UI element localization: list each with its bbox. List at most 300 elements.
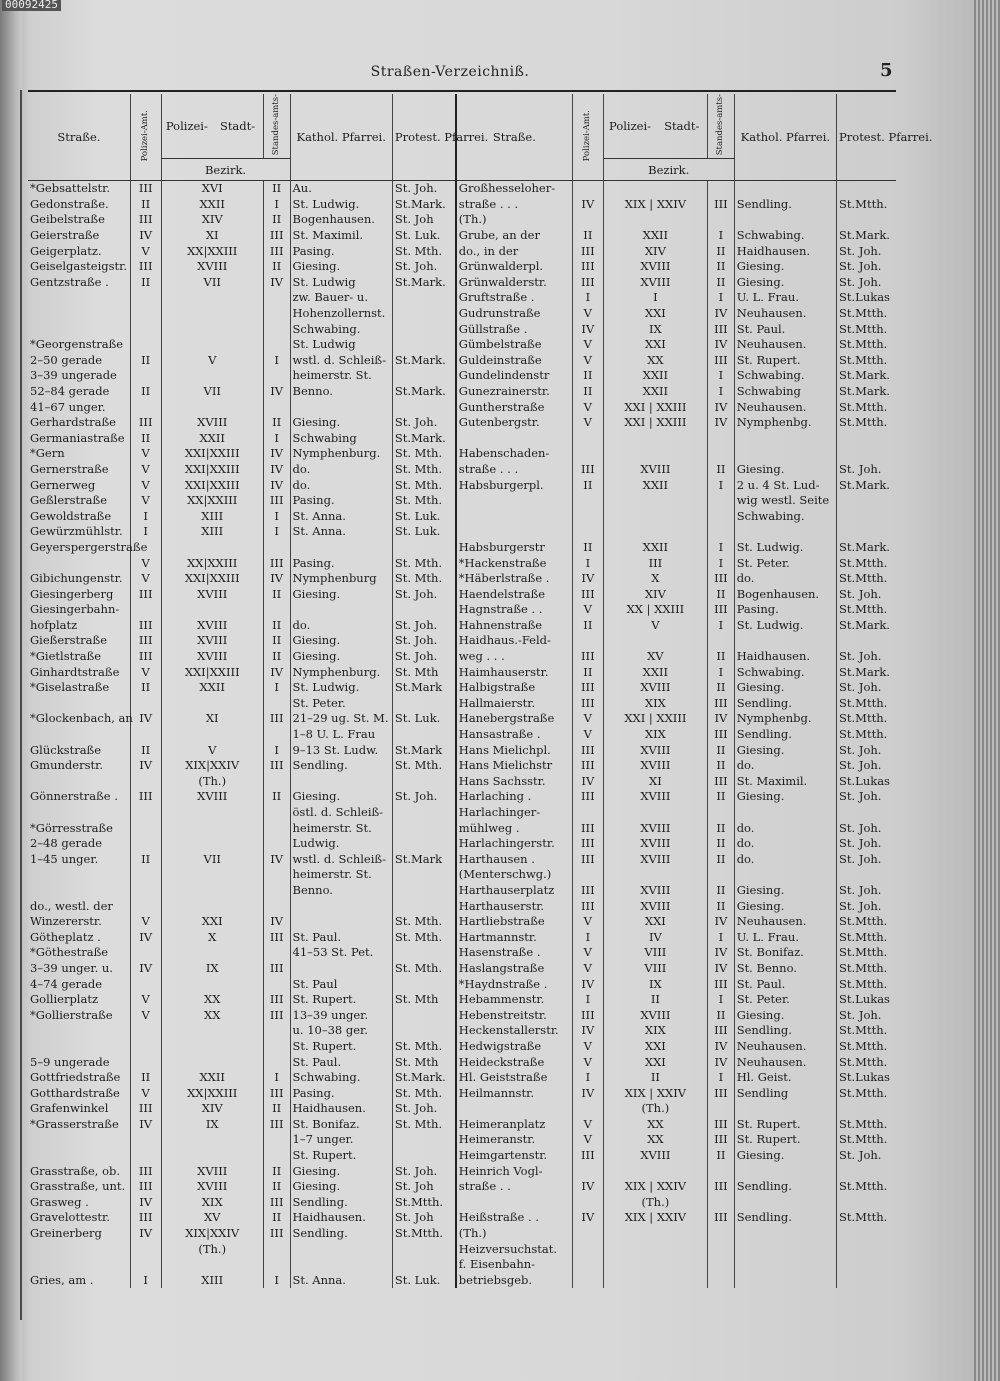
cell-left-protestant-parish: St. Luk. (392, 509, 455, 525)
table-row (28, 1023, 896, 1039)
cell-right-protestant-parish: St. Joh. (837, 587, 896, 603)
cell-left-street: 2–48 gerade (30, 836, 103, 851)
cell-left-police-office: V (130, 914, 161, 930)
cell-right-police-district: IX (603, 977, 707, 993)
cell-left-catholic-parish: Ludwig. (290, 836, 392, 852)
cell-right-police-office (572, 867, 603, 883)
cell-left-police-district: XX|XXIII (161, 556, 263, 572)
cell-right-registry: III (708, 1179, 735, 1195)
cell-right-protestant-parish: St.Lukas (837, 1070, 896, 1086)
cell-left-police-district: XIII (161, 509, 263, 525)
table-row (28, 618, 896, 634)
cell-left-street (28, 883, 130, 899)
cell-left-police-office (130, 290, 161, 306)
cell-left-street: *Glockenbach, an (30, 711, 133, 726)
cell-right-protestant-parish (837, 1195, 896, 1211)
cell-right-catholic-parish: Schwabing. (734, 509, 836, 525)
cell-right-police-district: XVIII (603, 462, 707, 478)
cell-right-street: Guldeinstraße (456, 353, 573, 369)
cell-right-protestant-parish: St. Joh. (837, 743, 896, 759)
cell-right-catholic-parish: Giesing. (734, 680, 836, 696)
cell-right-catholic-parish: Giesing. (734, 259, 836, 275)
cell-right-protestant-parish: St.Mark. (837, 384, 896, 400)
cell-right-street: weg . . . (456, 649, 573, 665)
cell-right-protestant-parish: St.Mtth. (837, 1210, 896, 1226)
table-row (28, 633, 896, 649)
cell-left-police-district (161, 867, 263, 883)
cell-right-protestant-parish (837, 1101, 896, 1117)
table-body (28, 181, 896, 1289)
cell-right-catholic-parish: 2 u. 4 St. Lud- (734, 478, 836, 494)
cell-right-registry: IV (708, 337, 735, 353)
cell-right-police-district: XXII (603, 665, 707, 681)
cell-right-police-district: I (603, 290, 707, 306)
cell-left-catholic-parish: St. Anna. (290, 1273, 392, 1289)
table-row (28, 1148, 896, 1164)
cell-left-police-district: XXI (161, 914, 263, 930)
cell-right-catholic-parish: St. Rupert. (734, 1117, 836, 1133)
cell-right-police-district: XIX | XXIV (603, 1179, 707, 1195)
cell-left-protestant-parish (392, 805, 455, 821)
cell-right-catholic-parish (734, 524, 836, 540)
cell-left-street: Glückstraße (30, 742, 102, 757)
cell-left-street: Gernerweg (30, 477, 96, 492)
cell-left-protestant-parish: St. Luk. (392, 228, 455, 244)
cell-right-registry (708, 805, 735, 821)
cell-left-registry (263, 540, 290, 556)
running-head: Straßen-Verzeichniß. (370, 64, 530, 80)
cell-right-catholic-parish: Haidhausen. (734, 649, 836, 665)
cell-right-registry: II (708, 758, 735, 774)
cell-right-police-office (572, 524, 603, 540)
cell-right-police-district: XX | XXIII (603, 602, 707, 618)
cell-left-catholic-parish: Au. (290, 181, 392, 197)
cell-left-police-district (161, 1039, 263, 1055)
cell-right-police-district: XXI (603, 306, 707, 322)
cell-left-police-district: VII (161, 384, 263, 400)
cell-left-catholic-parish: St. Rupert. (290, 1039, 392, 1055)
cell-right-catholic-parish (734, 1195, 836, 1211)
cell-right-catholic-parish: Giesing. (734, 899, 836, 915)
cell-right-protestant-parish: St.Mtth. (837, 1132, 896, 1148)
cell-left-registry: II (263, 1101, 290, 1117)
cell-right-street: Gunezrainerstr. (456, 384, 573, 400)
cell-left-police-office: IV (130, 1226, 161, 1242)
cell-right-police-office: I (572, 992, 603, 1008)
cell-right-registry (708, 493, 735, 509)
cell-left-registry (263, 1039, 290, 1055)
cell-left-police-office (130, 1023, 161, 1039)
cell-right-street: Heilmannstr. (456, 1086, 573, 1102)
cell-right-street: betriebsgeb. (456, 1273, 573, 1289)
cell-right-catholic-parish: Sendling. (734, 1210, 836, 1226)
cell-left-police-district: VII (161, 852, 263, 868)
cell-right-police-district (603, 1164, 707, 1180)
cell-left-street (28, 867, 130, 883)
cell-right-street: Heckenstallerstr. (456, 1023, 573, 1039)
cell-left-street: *Giselastraße (30, 680, 110, 695)
cell-right-police-district: XXI (603, 1055, 707, 1071)
cell-left-police-office: III (130, 1164, 161, 1180)
header-police-office-left: Polizei-Amt. (130, 94, 161, 181)
cell-right-protestant-parish: St.Mtth. (837, 1179, 896, 1195)
cell-left-police-office: II (130, 353, 161, 369)
cell-left-registry: IV (263, 384, 290, 400)
cell-right-street: Gundelindenstr (456, 368, 573, 384)
cell-left-street: Giesingerbahn- (30, 602, 120, 617)
cell-right-police-district: XVIII (603, 259, 707, 275)
cell-left-street: Gravelottestr. (30, 1210, 110, 1225)
cell-right-police-office: V (572, 1132, 603, 1148)
cell-left-catholic-parish: Haidhausen. (290, 1210, 392, 1226)
cell-left-street: Gernerstraße (30, 461, 109, 476)
cell-left-street: Ginhardtstraße (30, 664, 120, 679)
cell-left-registry: II (263, 618, 290, 634)
cell-right-street: *Häberlstraße . (456, 571, 573, 587)
cell-left-police-office: II (130, 743, 161, 759)
cell-right-street: Habsburgerstr (456, 540, 573, 556)
cell-left-protestant-parish: St. Mth. (392, 446, 455, 462)
cell-left-registry: IV (263, 478, 290, 494)
cell-left-police-district: XIV (161, 212, 263, 228)
cell-left-street (28, 727, 130, 743)
cell-right-registry: III (708, 322, 735, 338)
cell-left-catholic-parish: Schwabing (290, 431, 392, 447)
cell-left-street: 4–74 gerade (30, 976, 103, 991)
cell-right-catholic-parish: St. Rupert. (734, 1132, 836, 1148)
cell-right-street: Hagnstraße . . (456, 602, 573, 618)
cell-left-police-office (130, 368, 161, 384)
cell-left-protestant-parish: St. Joh (392, 1210, 455, 1226)
cell-right-protestant-parish (837, 493, 896, 509)
cell-left-street: Geigerplatz. (30, 243, 102, 258)
cell-left-registry: I (263, 353, 290, 369)
cell-right-police-district: II (603, 992, 707, 1008)
cell-left-registry (263, 368, 290, 384)
cell-right-police-district (603, 446, 707, 462)
table-row (28, 556, 896, 572)
cell-right-police-office: III (572, 259, 603, 275)
cell-right-registry: II (708, 743, 735, 759)
cell-left-street: *Görresstraße (30, 820, 113, 835)
cell-right-street: Hans Sachsstr. (456, 774, 573, 790)
cell-right-catholic-parish: do. (734, 852, 836, 868)
cell-left-catholic-parish: 1–7 unger. (290, 1132, 392, 1148)
header-registry-left: Standes-amts- (263, 94, 290, 159)
cell-right-street: Gutenbergstr. (456, 415, 573, 431)
cell-left-protestant-parish: St. Joh. (392, 587, 455, 603)
cell-right-street: Gudrunstraße (456, 306, 573, 322)
cell-left-street (28, 696, 130, 712)
cell-left-street: Gmunderstr. (30, 758, 103, 773)
cell-left-police-district (161, 821, 263, 837)
header-police-left: Polizei- (161, 94, 212, 159)
cell-right-registry: III (708, 353, 735, 369)
cell-left-police-office (130, 883, 161, 899)
cell-right-police-office: III (572, 696, 603, 712)
cell-left-street: *Gollierstraße (30, 1007, 113, 1022)
table-row (28, 384, 896, 400)
cell-right-registry (708, 509, 735, 525)
cell-right-registry: II (708, 244, 735, 260)
cell-left-registry: IV (263, 446, 290, 462)
cell-left-catholic-parish: Giesing. (290, 633, 392, 649)
cell-left-protestant-parish: St. Mth. (392, 961, 455, 977)
cell-right-registry: I (708, 290, 735, 306)
cell-left-registry: III (263, 1195, 290, 1211)
cell-left-catholic-parish: Pasing. (290, 244, 392, 260)
table-row (28, 524, 896, 540)
cell-right-registry: II (708, 836, 735, 852)
cell-right-police-office: III (572, 587, 603, 603)
cell-right-police-office: III (572, 821, 603, 837)
cell-right-protestant-parish: St.Mtth. (837, 1086, 896, 1102)
cell-right-street: (Th.) (456, 212, 573, 228)
cell-right-catholic-parish (734, 867, 836, 883)
cell-right-catholic-parish: Neuhausen. (734, 914, 836, 930)
cell-left-police-district (161, 883, 263, 899)
cell-right-police-office: V (572, 727, 603, 743)
cell-right-registry: II (708, 462, 735, 478)
cell-right-catholic-parish: Sendling (734, 1086, 836, 1102)
cell-right-protestant-parish: St.Mtth. (837, 197, 896, 213)
cell-left-registry (263, 821, 290, 837)
header-police-office-right: Polizei-Amt. (572, 94, 603, 181)
cell-right-catholic-parish (734, 1273, 836, 1289)
cell-left-police-district (161, 602, 263, 618)
cell-left-police-district: VII (161, 275, 263, 291)
cell-left-protestant-parish (392, 1023, 455, 1039)
cell-right-registry: I (708, 540, 735, 556)
cell-left-protestant-parish (392, 1148, 455, 1164)
cell-left-registry: III (263, 244, 290, 260)
cell-left-registry (263, 337, 290, 353)
cell-left-police-office: III (130, 649, 161, 665)
cell-right-police-office: III (572, 680, 603, 696)
cell-right-street: *Hackenstraße (456, 556, 573, 572)
cell-right-police-district: XIX | XXIV (603, 1086, 707, 1102)
cell-right-street: (Menterschwg.) (456, 867, 573, 883)
cell-left-registry: III (263, 1117, 290, 1133)
cell-right-catholic-parish (734, 1242, 836, 1258)
cell-left-protestant-parish: St.Mark (392, 852, 455, 868)
cell-left-street: Grafenwinkel (30, 1101, 109, 1116)
cell-right-police-district (603, 1257, 707, 1273)
cell-right-protestant-parish: St.Mtth. (837, 1023, 896, 1039)
cell-left-police-office (130, 306, 161, 322)
cell-right-registry: II (708, 587, 735, 603)
cell-right-police-district: XXII (603, 228, 707, 244)
cell-left-street: Geyerspergerstraße (30, 539, 148, 554)
cell-right-police-district: XVIII (603, 899, 707, 915)
cell-left-catholic-parish: St. Peter. (290, 696, 392, 712)
cell-right-protestant-parish: St.Mtth. (837, 571, 896, 587)
cell-left-police-district: V (161, 353, 263, 369)
cell-left-protestant-parish (392, 1242, 455, 1258)
cell-left-catholic-parish: Sendling. (290, 758, 392, 774)
cell-left-police-office: IV (130, 228, 161, 244)
cell-right-police-office: III (572, 789, 603, 805)
cell-right-registry: III (708, 571, 735, 587)
cell-left-police-district (161, 696, 263, 712)
cell-right-police-office (572, 805, 603, 821)
cell-left-street: *Gietlstraße (30, 649, 102, 664)
cell-left-street: Gewürzmühlstr. (30, 524, 123, 539)
cell-right-police-office (572, 181, 603, 197)
cell-left-police-office (130, 602, 161, 618)
cell-left-protestant-parish: St. Mth. (392, 1086, 455, 1102)
header-catholic-left: Kathol. Pfarrei. (290, 94, 392, 181)
cell-left-protestant-parish: St. Mth. (392, 244, 455, 260)
cell-left-catholic-parish: Giesing. (290, 789, 392, 805)
cell-left-protestant-parish: St.Mark. (392, 384, 455, 400)
cell-left-registry: III (263, 1008, 290, 1024)
cell-right-registry: II (708, 649, 735, 665)
cell-left-police-district: XXI|XXIII (161, 462, 263, 478)
cell-left-police-office (130, 1257, 161, 1273)
cell-left-registry (263, 306, 290, 322)
cell-left-catholic-parish (290, 602, 392, 618)
cell-left-police-district: XIII (161, 524, 263, 540)
cell-left-catholic-parish: Haidhausen. (290, 1101, 392, 1117)
cell-left-catholic-parish: Giesing. (290, 1164, 392, 1180)
cell-left-police-district: XXII (161, 1070, 263, 1086)
cell-left-catholic-parish: Nymphenburg (290, 571, 392, 587)
cell-left-street: 3–39 unger. u. (30, 960, 113, 975)
cell-right-street: Gruftstraße . (456, 290, 573, 306)
table-row (28, 665, 896, 681)
cell-right-protestant-parish: St.Mark. (837, 618, 896, 634)
cell-left-registry (263, 867, 290, 883)
cell-right-street: Hartmannstr. (456, 930, 573, 946)
cell-left-police-office: V (130, 1086, 161, 1102)
cell-right-police-office: III (572, 275, 603, 291)
cell-right-registry: II (708, 275, 735, 291)
cell-right-police-district: XXII (603, 540, 707, 556)
cell-left-street: Geßlerstraße (30, 493, 108, 508)
cell-right-police-district: VIII (603, 945, 707, 961)
cell-right-protestant-parish (837, 1226, 896, 1242)
cell-right-catholic-parish: Nymphenbg. (734, 415, 836, 431)
cell-right-protestant-parish: St.Lukas (837, 774, 896, 790)
cell-right-catholic-parish: St. Peter. (734, 992, 836, 1008)
table-row (28, 509, 896, 525)
cell-left-protestant-parish: St.Mark. (392, 353, 455, 369)
cell-right-catholic-parish: St. Maximil. (734, 774, 836, 790)
cell-right-protestant-parish (837, 1164, 896, 1180)
cell-left-police-office: III (130, 587, 161, 603)
cell-left-protestant-parish (392, 867, 455, 883)
cell-left-protestant-parish: St. Joh. (392, 1101, 455, 1117)
cell-right-protestant-parish: St. Joh. (837, 275, 896, 291)
cell-left-registry (263, 836, 290, 852)
cell-left-street: Gries, am . (30, 1272, 94, 1287)
cell-right-catholic-parish: do. (734, 758, 836, 774)
cell-left-catholic-parish: Benno. (290, 384, 392, 400)
cell-right-protestant-parish (837, 633, 896, 649)
table-row (28, 711, 896, 727)
cell-left-registry (263, 602, 290, 618)
table-row (28, 805, 896, 821)
cell-right-police-district: XIX | XXIV (603, 1210, 707, 1226)
cell-right-police-district: XXII (603, 478, 707, 494)
cell-left-protestant-parish: St. Mth (392, 665, 455, 681)
cell-left-police-office (130, 1055, 161, 1071)
cell-left-registry: IV (263, 462, 290, 478)
cell-left-catholic-parish: St. Rupert. (290, 992, 392, 1008)
cell-right-police-office: III (572, 649, 603, 665)
cell-left-police-district: XIX|XXIV (161, 758, 263, 774)
cell-left-street: Germaniastraße (30, 430, 125, 445)
cell-left-protestant-parish: St. Mth. (392, 930, 455, 946)
cell-right-catholic-parish: Schwabing. (734, 228, 836, 244)
cell-right-registry (708, 446, 735, 462)
cell-left-catholic-parish: Giesing. (290, 259, 392, 275)
cell-left-police-office: III (130, 1101, 161, 1117)
cell-left-registry (263, 883, 290, 899)
cell-right-registry (708, 431, 735, 447)
cell-left-police-office (130, 821, 161, 837)
cell-right-police-district: XXII (603, 384, 707, 400)
cell-right-catholic-parish (734, 446, 836, 462)
cell-right-police-office: II (572, 368, 603, 384)
cell-right-catholic-parish: St. Peter. (734, 556, 836, 572)
cell-right-registry (708, 1164, 735, 1180)
cell-left-registry (263, 945, 290, 961)
cell-right-registry: II (708, 852, 735, 868)
cell-right-street: Heizversuchstat. (456, 1242, 573, 1258)
cell-left-registry (263, 290, 290, 306)
page-number: 5 (880, 60, 893, 81)
cell-right-police-office: III (572, 836, 603, 852)
cell-right-registry (708, 212, 735, 228)
cell-left-street: Geierstraße (30, 228, 100, 243)
table-row (28, 914, 896, 930)
cell-right-registry: III (708, 1210, 735, 1226)
cell-right-registry: I (708, 478, 735, 494)
cell-left-street: Götheplatz . (30, 929, 101, 944)
cell-right-street: Haslangstraße (456, 961, 573, 977)
cell-right-police-district: XXI (603, 337, 707, 353)
cell-right-protestant-parish (837, 1257, 896, 1273)
cell-right-protestant-parish: St.Mtth. (837, 711, 896, 727)
cell-left-registry: III (263, 758, 290, 774)
cell-right-street (456, 1101, 573, 1117)
cell-right-protestant-parish (837, 446, 896, 462)
cell-right-police-district: III (603, 556, 707, 572)
cell-right-registry: IV (708, 400, 735, 416)
header-district-left: Bezirk. (161, 159, 290, 181)
table-row (28, 493, 896, 509)
cell-left-registry (263, 1055, 290, 1071)
cell-left-police-office: III (130, 618, 161, 634)
cell-right-protestant-parish (837, 1242, 896, 1258)
cell-left-street: 2–50 gerade (30, 352, 103, 367)
cell-left-catholic-parish: östl. d. Schleiß- (290, 805, 392, 821)
cell-left-protestant-parish: St. Mth. (392, 758, 455, 774)
table-row (28, 587, 896, 603)
cell-left-street: 1–45 unger. (30, 851, 99, 866)
table-row (28, 899, 896, 915)
cell-left-registry (263, 899, 290, 915)
table-row (28, 727, 896, 743)
cell-left-protestant-parish (392, 602, 455, 618)
cell-right-registry: III (708, 696, 735, 712)
cell-right-police-office: V (572, 945, 603, 961)
cell-left-registry: III (263, 992, 290, 1008)
cell-left-catholic-parish: heimerstr. St. (290, 821, 392, 837)
cell-right-street: f. Eisenbahn- (456, 1257, 573, 1273)
